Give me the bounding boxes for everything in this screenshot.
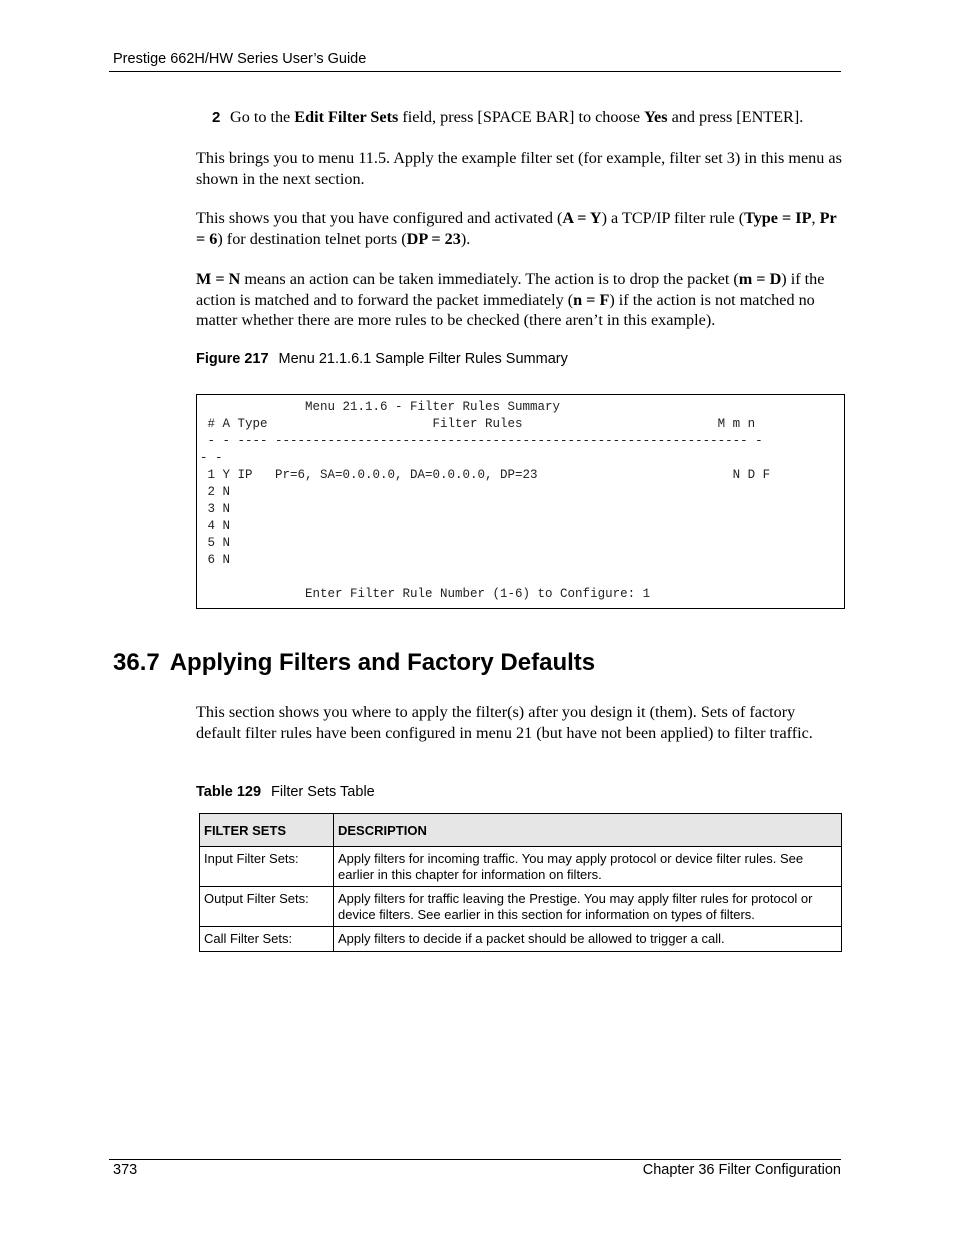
running-header: Prestige 662H/HW Series User’s Guide (113, 51, 367, 67)
text-run: ) if the action is not matched no matter whether there are more rules to be checked (there aren’t in this example). (196, 290, 815, 329)
table-header-row (200, 814, 842, 847)
filter-set-description: Apply filters for incoming traffic. You may apply protocol or device filter rules. See earlier in this chapter for information on filters. (334, 847, 842, 887)
text-run: , (811, 209, 820, 227)
table-title: Filter Sets Table (271, 784, 375, 800)
filter-set-name: Output Filter Sets: (200, 887, 334, 927)
column-header: FILTER SETS (200, 814, 334, 847)
bold-run: n = F (573, 290, 610, 309)
footer-rule (109, 1159, 841, 1160)
action-description-paragraph (196, 269, 846, 331)
text-run: ). (460, 229, 471, 248)
table-row (200, 927, 842, 952)
text-run: means an action can be taken immediately. The action is to drop the packet ( (240, 270, 739, 288)
intro-paragraph: This brings you to menu 11.5. Apply the example filter set (for example, filter set 3) in this menu as shown in the next section. (196, 149, 842, 188)
bold-run: m = D (738, 270, 782, 288)
filter-set-name: Input Filter Sets: (200, 847, 334, 887)
filter-sets-table (199, 813, 842, 952)
chapter-footer: Chapter 36 Filter Configuration (642, 1162, 841, 1178)
step-number: 2 (212, 109, 221, 126)
text-run: ) a TCP/IP filter rule ( (601, 209, 745, 227)
step-field-name: Edit Filter Sets (294, 108, 399, 126)
text-run: ) if the action is matched and to forward the packet immediately ( (196, 270, 825, 309)
column-header: DESCRIPTION (334, 814, 842, 847)
filter-set-description: Apply filters to decide if a packet should be allowed to trigger a call. (334, 927, 842, 952)
bold-run: Pr = 6 (196, 209, 837, 248)
bold-run: Type = IP (744, 209, 812, 227)
bold-run: DP = 23 (406, 229, 461, 248)
figure-caption (196, 351, 568, 367)
text-run: This shows you that you have configured and activated ( (196, 209, 563, 227)
step-text: field, press [SPACE BAR] to choose (398, 108, 645, 126)
table-label: Table 129 (196, 784, 262, 800)
text-run: ) for destination telnet ports ( (217, 229, 407, 248)
table-row (200, 847, 842, 887)
section-paragraph: This section shows you where to apply the filter(s) after you design it (them). Sets of factory default filter rules have been configured in menu 21 (but have not been applied) to filter traffic. (196, 703, 813, 742)
step-text: Go to the (230, 108, 295, 126)
filter-set-description: Apply filters for traffic leaving the Prestige. You may apply filter rules for protocol or device filters. See earlier in this section for information on types of filters. (334, 887, 842, 927)
step-2-paragraph (212, 107, 852, 129)
terminal-screen (196, 394, 845, 609)
table-row (200, 887, 842, 927)
table-caption (196, 784, 375, 800)
figure-label: Figure 217 (196, 351, 269, 367)
section-number: 36.7 (113, 649, 160, 676)
step-text: and press [ENTER]. (667, 108, 804, 126)
terminal-text: Menu 21.1.6 - Filter Rules Summary # A Type Filter Rules M m n - - ---- --------------------------------------------------------------- - - - 1 Y IP Pr=6, SA=0.0.0.0, DA=0.0.0.0, DP=23 N D F 2 N 3 N 4 N 5 N 6 N Enter Filter Rule Number (1-6) to Configure: 1 (200, 400, 771, 601)
figure-title: Menu 21.1.6.1 Sample Filter Rules Summary (278, 351, 568, 367)
section-heading (113, 649, 595, 677)
step-choice: Yes (644, 108, 668, 126)
header-rule (109, 71, 841, 72)
rule-description-paragraph (196, 208, 846, 249)
filter-set-name: Call Filter Sets: (200, 927, 334, 952)
bold-run: A = Y (562, 209, 602, 227)
page-number: 373 (113, 1162, 138, 1178)
section-title: Applying Filters and Factory Defaults (169, 649, 596, 676)
bold-run: M = N (196, 270, 241, 288)
